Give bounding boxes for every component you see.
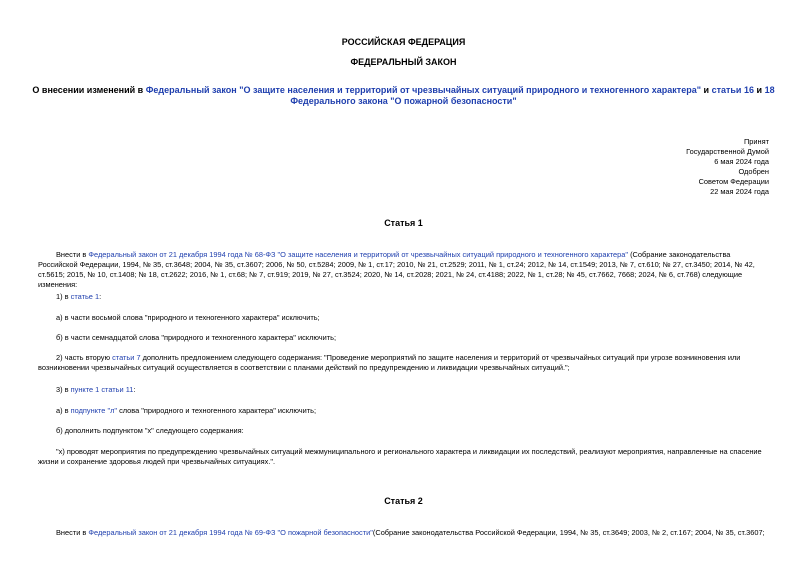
approved-date: 22 мая 2024 года [710,187,769,196]
article2-intro-rest: (Собрание законодательства Российской Федерации, 1994, № 35, ст.3649; 2003, № 2, ст.167; 2004, № 35, ст.3607; [372,528,765,537]
article1-intro-link[interactable]: Федеральный закон от 21 декабря 1994 года № 68-ФЗ "О защите населения и территорий от чрезвычайных ситуаций природного и техногенного характера" [88,250,629,259]
title-link-article16[interactable]: статьи 16 [711,85,754,95]
title-link-article18[interactable]: 18 [764,85,775,95]
article2-intro [38,528,771,538]
title-and: и [756,85,763,95]
article1-intro-rest: (Собрание законодательства Российской Федерации, 1994, № 35, ст.3648; 2004, № 35, ст.3607; 2006, № 50, ст.5284; 2009, № 1, ст.17; 2010, № 21, ст.2529; 2011, № 1, ст.24; 2012, № 14, ст.1549; 2013, № 7, ст.610; № 27, ст.3450; 2014, № 42, ст.5615; 2015, № 10, ст.1408; № 18, ст.2622; 2016, № 1, ст.68; № 7, ст.919; 2019, № 27, ст.3524; 2020, № 14, ст.2028; 2021, № 24, ст.4188; 2022, № 1, ст.28; № 45, ст.7662, 7668; 2024, № 6, ст.768) следующие изменения: [38,250,755,289]
article1-item1b: б) в части семнадцатой слова "природного и техногенного характера" исключить; [56,333,337,342]
article1-heading: Статья 1 [384,218,423,228]
article1-item1a: а) в части восьмой слова "природного и техногенного характера" исключить; [56,313,320,322]
title-link-fz68[interactable]: Федеральный закон "О защите населения и территорий от чрезвычайных ситуаций природного и техногенного характера" [145,85,701,95]
title-link-fz69[interactable]: Федерального закона "О пожарной безопасности" [290,96,517,106]
item2-prefix: 2) часть вторую [56,353,111,362]
article1-item3a [38,406,771,416]
title-prefix: О внесении изменений в [32,85,144,95]
item2-rest: дополнить предложением следующего содержания: "Проведение мероприятий по защите населения и территорий от чрезвычайных ситуаций при угрозе возникновения или возникновении чрезвычайных ситуаций осуществляется в соответствии с планами действий по предупреждению и ликвидации чрезвычайных ситуаций."; [38,353,741,372]
item3-suffix: : [133,385,136,394]
accepted-by: Государственной Думой [686,147,769,156]
law-type-heading: ФЕДЕРАЛЬНЫЙ ЗАКОН [350,57,457,67]
item3-prefix: 3) в [56,385,69,394]
item3a-prefix: а) в [56,406,69,415]
law-title [30,85,777,107]
item1-link[interactable]: статье 1 [70,292,100,301]
article2-intro-prefix: Внести в [56,528,87,537]
accepted-label: Принят [743,137,769,146]
article1-intro-prefix: Внести в [56,250,87,259]
item1-prefix: 1) в [56,292,69,301]
item3a-rest: слова "природного и техногенного характера" исключить; [119,406,317,415]
country-heading: РОССИЙСКАЯ ФЕДЕРАЦИЯ [341,37,466,47]
approved-label: Одобрен [738,167,769,176]
item2-link[interactable]: статьи 7 [112,353,141,362]
article1-quote: "х) проводят мероприятия по предупреждению чрезвычайных ситуаций межмуниципального и регионального характера и ликвидации их последствий, реализуют мероприятия, направленные на спасение жизни и сохранение здоровья людей при чрезвычайных ситуациях.". [38,447,762,466]
article1-item3 [38,385,771,395]
article1-item2 [38,353,771,373]
article2-intro-link[interactable]: Федеральный закон от 21 декабря 1994 года № 69-ФЗ "О пожарной безопасности" [88,528,373,537]
article1-item3b: б) дополнить подпунктом "х" следующего содержания: [56,426,244,435]
item3a-link[interactable]: подпункте "л" [70,406,118,415]
article1-intro [38,250,771,290]
approved-by: Советом Федерации [698,177,769,186]
item1-suffix: : [99,292,102,301]
acceptance-block [686,137,769,197]
item3-link[interactable]: пункте 1 статьи 11 [70,385,134,394]
accepted-date: 6 мая 2024 года [714,157,769,166]
title-mid: и [703,85,710,95]
article2-heading: Статья 2 [384,496,423,506]
article1-item1 [38,292,771,302]
